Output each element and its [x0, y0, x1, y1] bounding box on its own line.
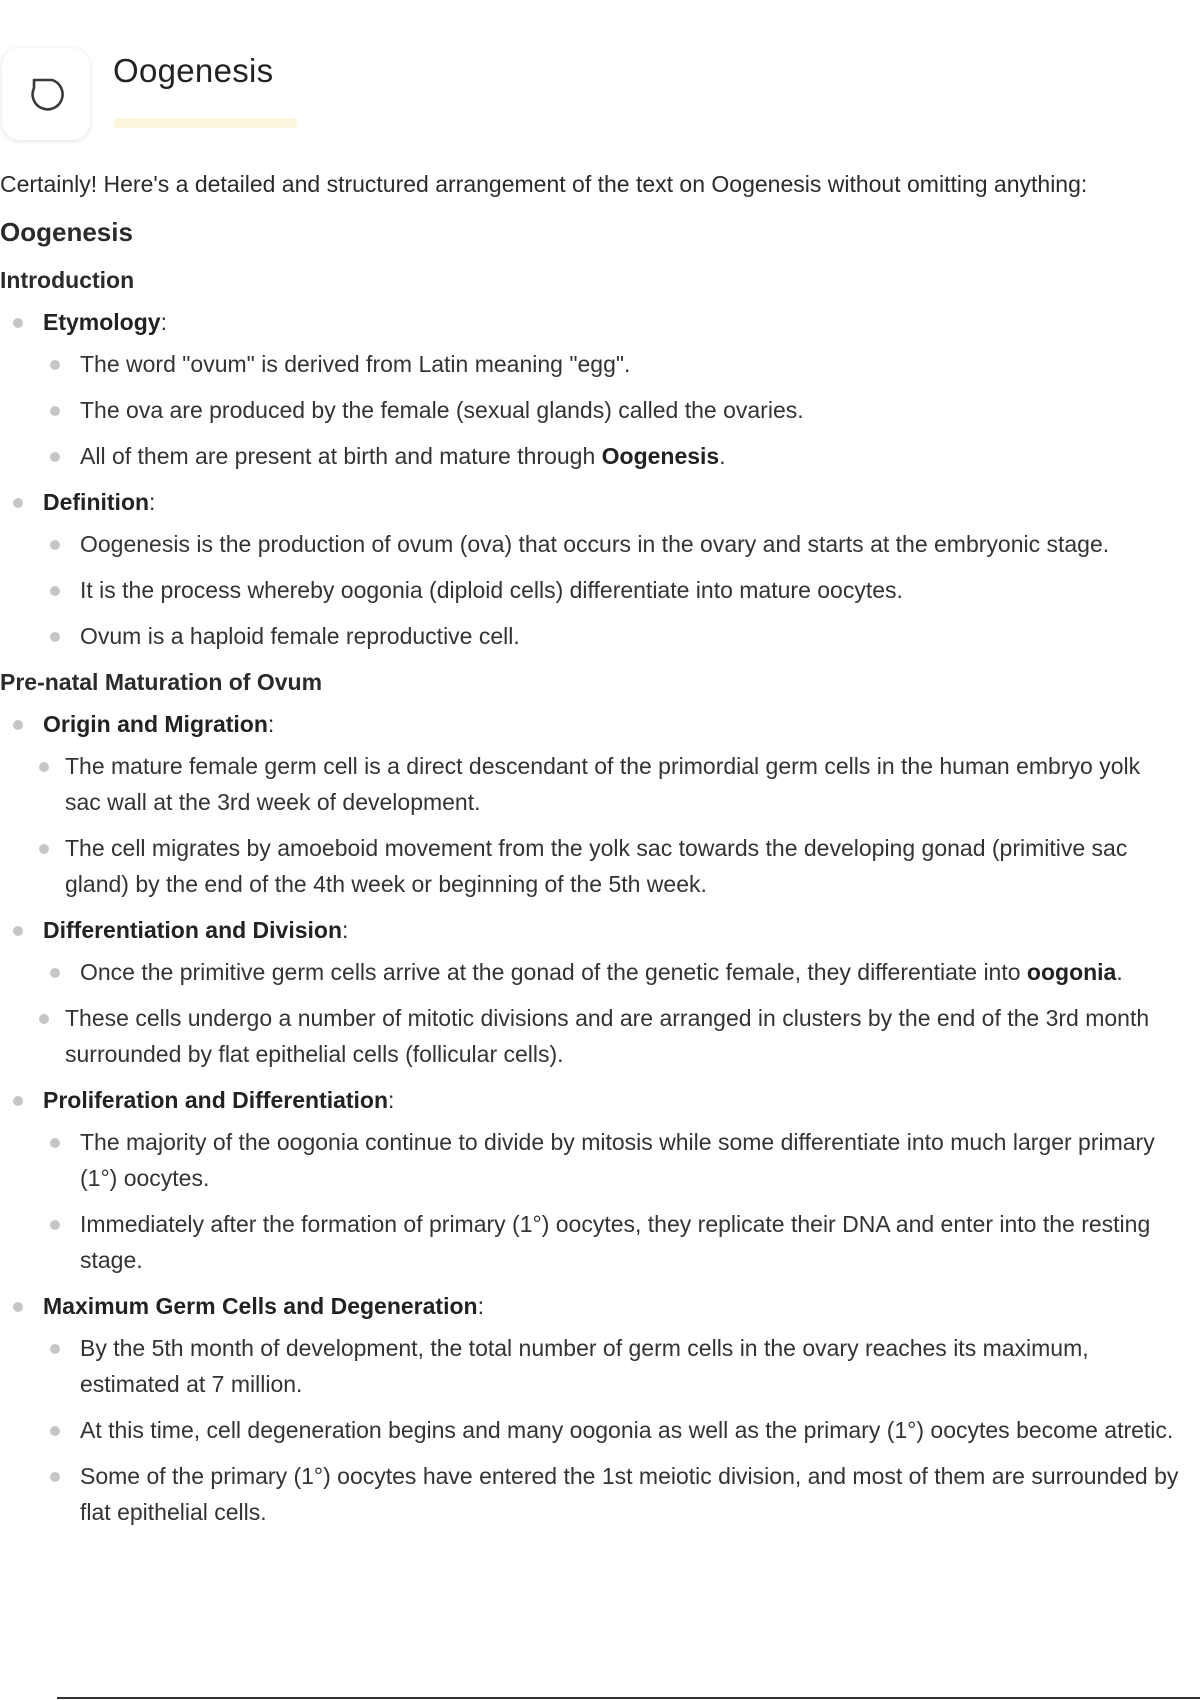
document-icon-button[interactable]: [2, 48, 90, 140]
sub-item: [37, 830, 1200, 902]
section-heading-prenatal: Pre-natal Maturation of Ovum: [0, 669, 323, 695]
sub-item-text: At this time, cell degeneration begins and many oogonia as well as the primary (1°) oocytes become atretic.: [80, 1417, 1174, 1443]
sub-item-line: sac wall at the 3rd week of development.: [65, 789, 481, 815]
sub-item: [37, 1000, 1200, 1072]
sub-item-text: The word "ovum" is derived from Latin meaning "egg".: [80, 351, 631, 377]
item-label: Etymology: [43, 309, 161, 335]
introduction-list: [0, 304, 1200, 654]
sub-item: [43, 1458, 1200, 1530]
intro-text: Certainly! Here's a detailed and structured arrangement of the text on Oogenesis without omitting anything:: [0, 171, 1088, 197]
sub-item-line: By the 5th month of development, the total number of germ cells in the ovary reaches its maximum,: [80, 1335, 1089, 1361]
sub-item-text: Once the primitive germ cells arrive at the gonad of the genetic female, they differentiate into: [80, 959, 1027, 985]
sub-item-line: stage.: [80, 1247, 143, 1273]
list-item-definition: [0, 484, 1200, 654]
sub-item-line: The cell migrates by amoeboid movement from the yolk sac towards the developing gonad (primitive sac: [65, 835, 1128, 861]
main-heading: Oogenesis: [0, 217, 133, 247]
sub-item-text: All of them are present at birth and mature through: [80, 443, 602, 469]
sub-item-line: gland) by the end of the 4th week or beginning of the 5th week.: [65, 871, 707, 897]
sub-item-text: Ovum is a haploid female reproductive cell.: [80, 623, 520, 649]
bold-term: oogonia: [1026, 959, 1117, 985]
sub-item-text: .: [719, 443, 726, 469]
sub-item-line: The mature female germ cell is a direct descendant of the primordial germ cells in the human embryo yolk: [65, 753, 1141, 779]
sub-item-text: The ova are produced by the female (sexual glands) called the ovaries.: [80, 397, 804, 423]
sub-item-line: The majority of the oogonia continue to divide by mitosis while some differentiate into much larger primary: [80, 1129, 1155, 1155]
sub-item: [43, 438, 1200, 474]
item-label: Differentiation and Division: [43, 917, 343, 943]
sub-item-text: Oogenesis is the production of ovum (ova) that occurs in the ovary and starts at the embryonic stage.: [80, 531, 1110, 557]
item-colon: :: [160, 309, 167, 335]
document-header: [0, 0, 1200, 150]
sub-item-line: estimated at 7 million.: [80, 1371, 303, 1397]
sub-item: [43, 618, 1200, 654]
item-colon: :: [477, 1293, 484, 1319]
document-title: Oogenesis: [113, 52, 274, 89]
item-label: Maximum Germ Cells and Degeneration: [43, 1293, 478, 1319]
sub-item-text: It is the process whereby oogonia (diploid cells) differentiate into mature oocytes.: [80, 577, 903, 603]
sub-item-line: Immediately after the formation of primary (1°) oocytes, they replicate their DNA and enter into the resting: [80, 1211, 1151, 1237]
document-icon: [26, 74, 66, 114]
sub-item: [43, 1124, 1200, 1196]
sub-item-line: Some of the primary (1°) oocytes have entered the 1st meiotic division, and most of them are surrounded by: [80, 1463, 1179, 1489]
sub-item: [43, 1412, 1200, 1448]
list-item-origin-migration: [0, 706, 1200, 902]
sub-item-line: These cells undergo a number of mitotic divisions and are arranged in clusters by the end of the 3rd month: [65, 1005, 1150, 1031]
sub-item: [43, 954, 1200, 990]
sub-item-line: (1°) oocytes.: [80, 1165, 210, 1191]
item-colon: :: [267, 711, 275, 737]
item-label: Origin and Migration: [43, 711, 268, 737]
sub-item-line: surrounded by flat epithelial cells (follicular cells).: [65, 1041, 564, 1067]
bottom-divider: [57, 1697, 1200, 1699]
sub-item-text: .: [1116, 959, 1123, 985]
item-label: Proliferation and Differentiation: [43, 1087, 389, 1113]
item-colon: :: [342, 917, 349, 943]
sub-item: [43, 1206, 1200, 1278]
sub-item: [43, 392, 1200, 428]
sub-item: [43, 526, 1200, 562]
section-heading-introduction: Introduction: [0, 267, 135, 293]
sub-item: [43, 346, 1200, 382]
response-content: [0, 166, 1200, 1540]
prenatal-list: [0, 706, 1200, 1530]
title-underline: [113, 118, 298, 128]
sub-item: [43, 572, 1200, 608]
item-label: Definition: [43, 489, 150, 515]
list-item-differentiation-division: [0, 912, 1200, 1072]
list-item-maximum-germ-cells: [0, 1288, 1200, 1530]
list-item-proliferation: [0, 1082, 1200, 1278]
item-colon: :: [149, 489, 156, 515]
list-item-etymology: [0, 304, 1200, 474]
sub-item: [37, 748, 1200, 820]
bold-term: Oogenesis: [601, 443, 720, 469]
sub-item: [43, 1330, 1200, 1402]
sub-item-line: flat epithelial cells.: [80, 1499, 267, 1525]
item-colon: :: [388, 1087, 395, 1113]
